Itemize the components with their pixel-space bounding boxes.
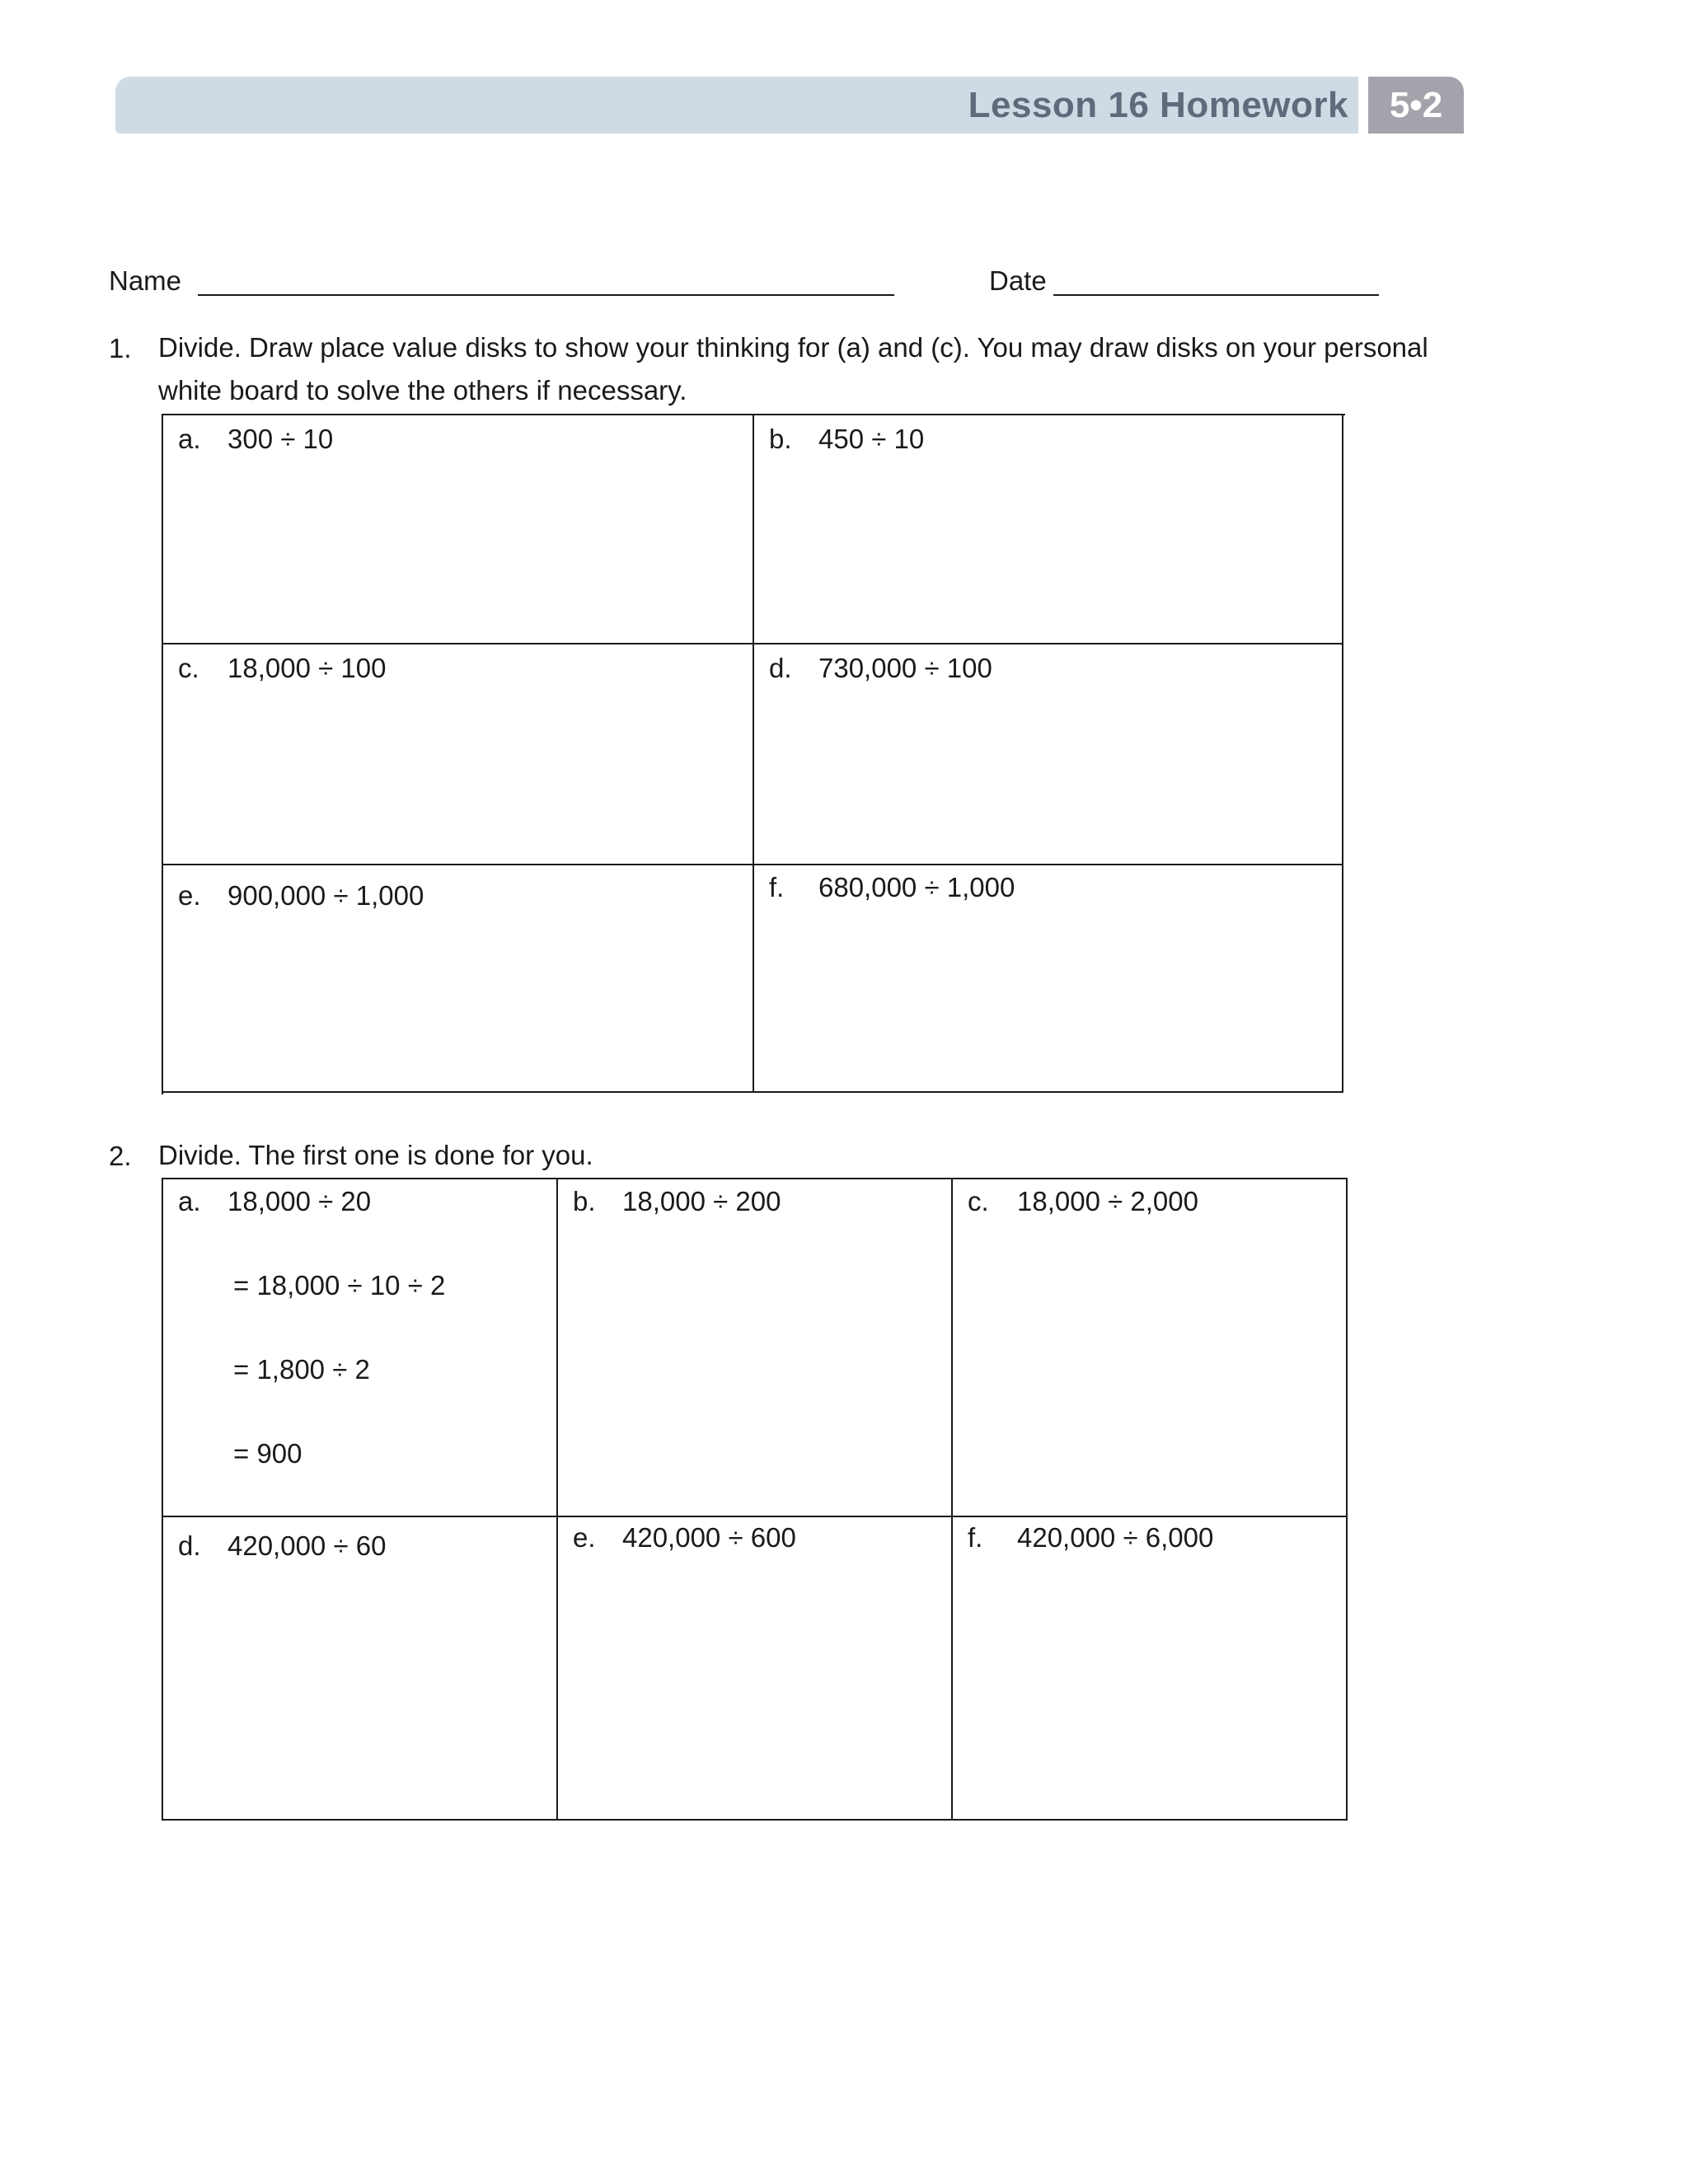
- q1-cell-label: e.: [178, 880, 201, 911]
- q1-cell-expression: 300 ÷ 10: [227, 424, 334, 454]
- q2-cell-label: b.: [573, 1186, 596, 1216]
- question-1-number: 1.: [109, 333, 132, 363]
- q2-cell-label: c.: [968, 1186, 989, 1216]
- q1-cell-label: b.: [769, 424, 792, 454]
- q2-cell-d[interactable]: [163, 1517, 558, 1821]
- q1-cell-a[interactable]: [163, 415, 754, 644]
- q2-cell-label: f.: [968, 1522, 983, 1553]
- q2-cell-expression: 18,000 ÷ 20: [227, 1186, 372, 1216]
- question-2-grid: [162, 1178, 1348, 1821]
- q2-cell-label: d.: [178, 1530, 201, 1561]
- q2-cell-a[interactable]: [163, 1179, 558, 1517]
- q1-cell-expression: 900,000 ÷ 1,000: [227, 880, 424, 911]
- q1-cell-expression: 450 ÷ 10: [818, 424, 925, 454]
- q1-cell-expression: 18,000 ÷ 100: [227, 653, 387, 683]
- q1-cell-label: a.: [178, 424, 201, 454]
- name-label: Name: [109, 265, 182, 296]
- q2-cell-expression: 18,000 ÷ 2,000: [1017, 1186, 1198, 1216]
- lesson-title: Lesson 16 Homework: [968, 85, 1348, 125]
- module-badge: 5•2: [1368, 77, 1464, 134]
- question-2-number: 2.: [109, 1141, 132, 1171]
- q2-cell-c[interactable]: [953, 1179, 1348, 1517]
- date-label: Date: [989, 265, 1047, 296]
- q1-cell-expression: 730,000 ÷ 100: [818, 653, 992, 683]
- q2-cell-expression: 420,000 ÷ 6,000: [1017, 1522, 1214, 1553]
- question-1-instructions-line-2: white board to solve the others if necessary.: [158, 375, 687, 405]
- worked-step-3: = 900: [233, 1438, 302, 1469]
- q2-cell-f[interactable]: [953, 1517, 1348, 1821]
- q1-cell-label: c.: [178, 653, 199, 683]
- q2-cell-label: a.: [178, 1186, 201, 1216]
- q2-cell-b[interactable]: [558, 1179, 953, 1517]
- q2-cell-expression: 420,000 ÷ 60: [227, 1530, 387, 1561]
- q1-cell-c[interactable]: [163, 644, 754, 865]
- lesson-header-bar: [115, 77, 1358, 134]
- worked-step-1: = 18,000 ÷ 10 ÷ 2: [233, 1270, 446, 1301]
- date-blank-line[interactable]: [1053, 294, 1379, 296]
- worked-step-2: = 1,800 ÷ 2: [233, 1354, 370, 1385]
- question-1-instructions-line-1: Divide. Draw place value disks to show your thinking for (a) and (c). You may draw disks on your personal: [158, 332, 1428, 363]
- q2-cell-expression: 420,000 ÷ 600: [622, 1522, 796, 1553]
- question-2-instructions: Divide. The first one is done for you.: [158, 1140, 593, 1170]
- name-blank-line[interactable]: [198, 294, 894, 296]
- q2-cell-expression: 18,000 ÷ 200: [622, 1186, 781, 1216]
- q1-cell-e[interactable]: [163, 865, 754, 1093]
- q2-cell-label: e.: [573, 1522, 596, 1553]
- q1-cell-label: f.: [769, 872, 785, 902]
- q1-cell-f[interactable]: [754, 865, 1343, 1093]
- question-1-grid: [162, 414, 1345, 1094]
- q1-cell-expression: 680,000 ÷ 1,000: [818, 872, 1015, 902]
- q2-cell-e[interactable]: [558, 1517, 953, 1821]
- q1-cell-d[interactable]: [754, 644, 1343, 865]
- q1-cell-b[interactable]: [754, 415, 1343, 644]
- q1-cell-label: d.: [769, 653, 792, 683]
